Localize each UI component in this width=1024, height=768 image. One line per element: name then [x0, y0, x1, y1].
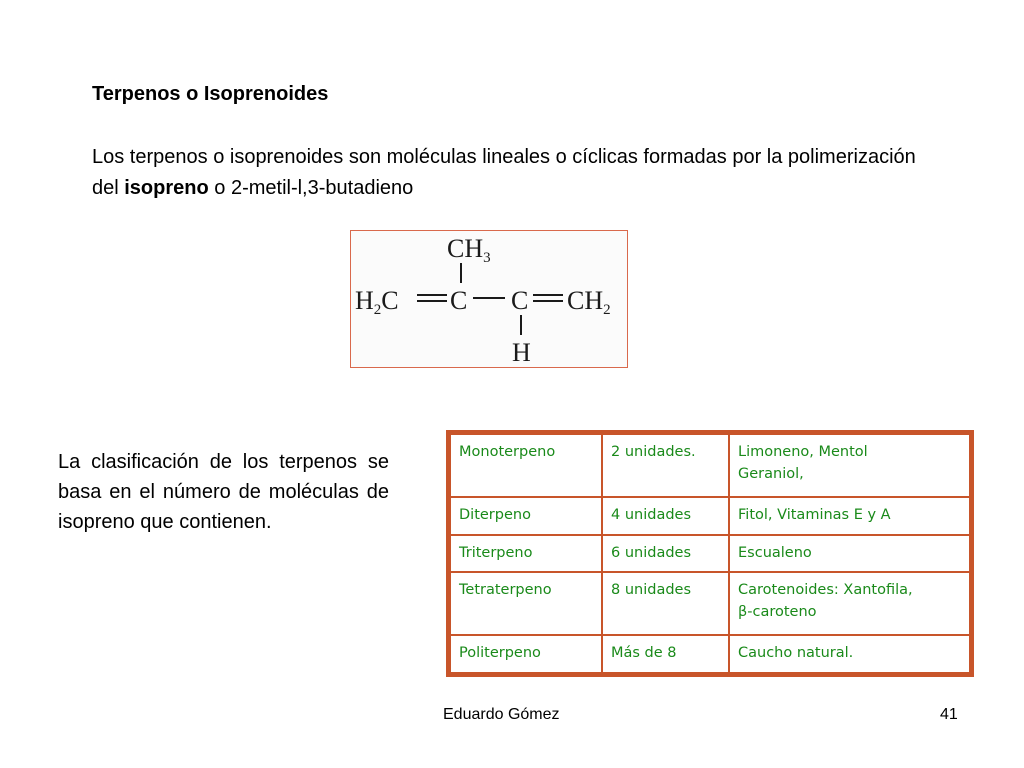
structure-ch2-label: CH2 — [567, 286, 611, 318]
examples-cell — [729, 635, 970, 673]
isoprene-units-cell: 4 unidades — [602, 497, 729, 535]
example-line: β-caroteno — [738, 604, 817, 621]
examples-cell — [729, 497, 970, 535]
isoprene-units-cell: Más de 8 — [602, 635, 729, 673]
terpene-type-cell: Monoterpeno — [450, 434, 602, 497]
page-number: 41 — [940, 706, 958, 723]
structure-ch3-label: CH3 — [447, 234, 491, 266]
table-row — [450, 434, 970, 497]
intro-bold-term: isopreno — [124, 177, 209, 199]
isoprene-units-cell: 2 unidades. — [602, 434, 729, 497]
table-row — [450, 572, 970, 635]
example-line: Escualeno — [738, 544, 812, 561]
structure-h2c-label: H2C — [355, 286, 399, 318]
examples-cell — [729, 535, 970, 573]
terpene-classification-table — [446, 430, 974, 677]
example-line: Caucho natural. — [738, 645, 854, 661]
footer-author: Eduardo Gómez — [443, 706, 560, 723]
slide-title: Terpenos o Isoprenoides — [92, 83, 329, 105]
isoprene-structure-image — [350, 230, 628, 368]
intro-text-part2: o 2-metil-l,3-butadieno — [208, 177, 414, 199]
example-line: Fitol, Vitaminas E y A — [738, 506, 891, 523]
isoprene-units-cell: 6 unidades — [602, 535, 729, 573]
terpene-type-cell: Diterpeno — [450, 497, 602, 535]
table-row — [450, 535, 970, 573]
isoprene-units-cell: 8 unidades — [602, 572, 729, 635]
terpene-type-cell: Tetraterpeno — [450, 572, 602, 635]
example-line: Limoneno, Mentol — [738, 444, 868, 460]
intro-paragraph — [92, 142, 932, 204]
terpene-type-cell: Politerpeno — [450, 635, 602, 673]
classification-paragraph: La clasificación de los terpenos se basa en el número de moléculas de isopreno que contienen. — [58, 451, 389, 533]
example-line: Geraniol, — [738, 466, 804, 482]
structure-c2-label: C — [450, 286, 468, 315]
isoprene-structure-diagram — [351, 231, 627, 367]
structure-h-label: H — [512, 338, 531, 367]
structure-c3-label: C — [511, 286, 529, 315]
terpene-type-cell: Triterpeno — [450, 535, 602, 573]
examples-cell — [729, 434, 970, 497]
table-row — [450, 497, 970, 535]
example-line: Carotenoides: Xantofila, — [738, 582, 913, 599]
intro-text-part1: Los terpenos o isoprenoides son moléculas lineales o cíclicas formadas por la polimerización del — [92, 146, 916, 199]
examples-cell — [729, 572, 970, 635]
table-row — [450, 635, 970, 673]
